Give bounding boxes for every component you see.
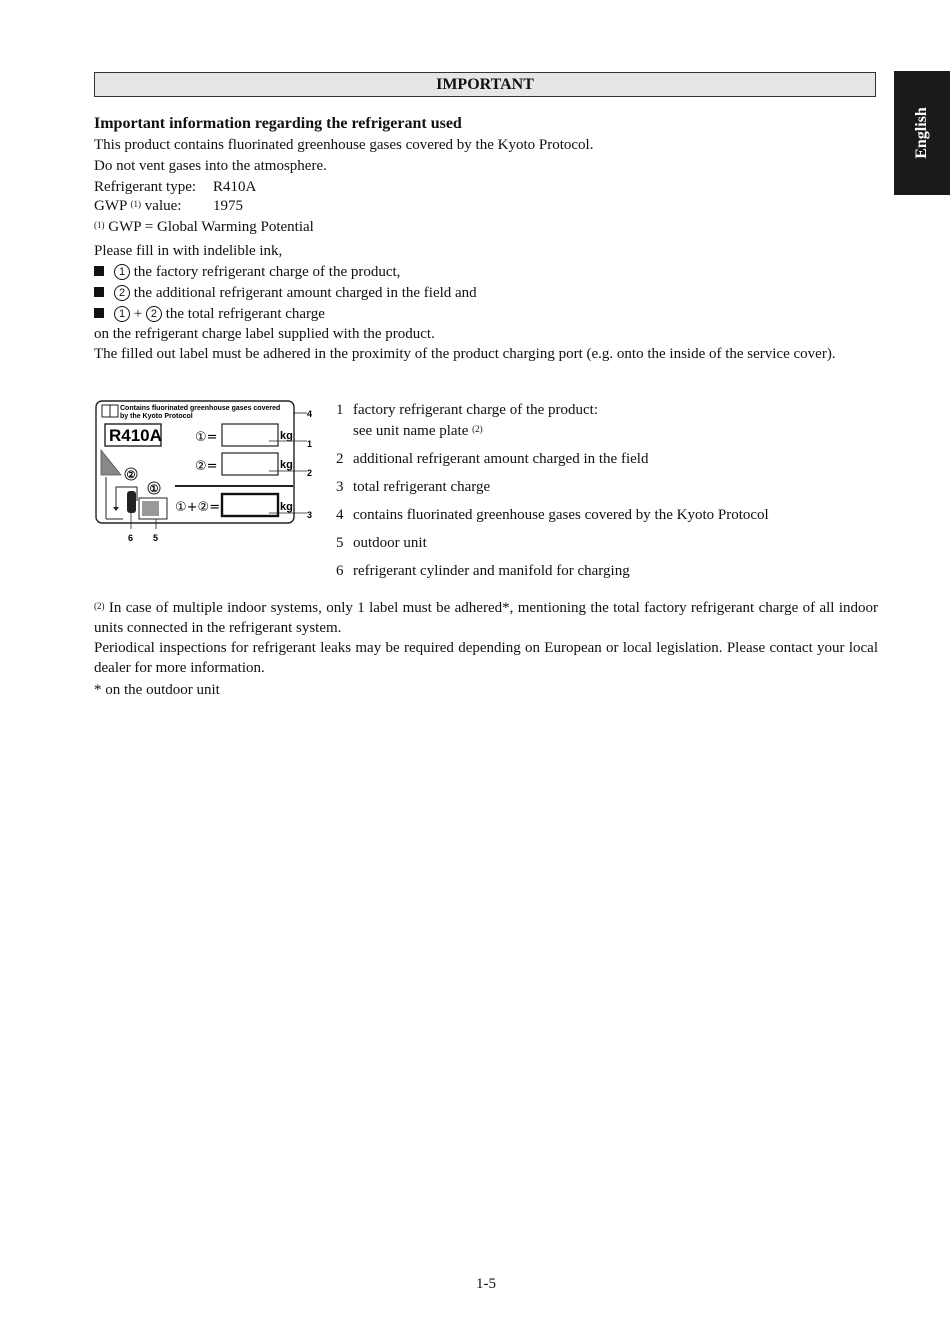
gwp-footnote xyxy=(94,218,314,236)
refrigerant-type-label: Refrigerant type: xyxy=(94,179,197,195)
asterisk-note: * on the outdoor unit xyxy=(94,682,220,698)
important-banner: IMPORTANT xyxy=(94,72,876,97)
periodical-inspections-note: Periodical inspections for refrigerant leaks may be required depending on European or local legislation. Please contact your local dealer for more information. xyxy=(94,640,878,676)
legend-5-number: 5 xyxy=(336,535,344,551)
page-number: 1-5 xyxy=(476,1276,496,1292)
label-circle-1-text: ① xyxy=(149,484,159,495)
footnote-2-text: In case of multiple indoor systems, only 1 label must be adhered*, mentioning the total factory refrigerant charge of all indoor units connected in the refrigerant system. xyxy=(94,600,878,636)
fill-in-intro: Please fill in with indelible ink, xyxy=(94,243,283,259)
label-row-2-unit: kg xyxy=(280,459,293,471)
fill-in-item-3 xyxy=(94,305,325,323)
callout-6: 6 xyxy=(128,533,134,543)
callout-1: 1 xyxy=(307,439,313,449)
intro-line-1: This product contains fluorinated greenhouse gases covered by the Kyoto Protocol. xyxy=(94,137,594,153)
gwp-footnote-ref: (1) xyxy=(130,199,142,209)
circled-2-icon: 2 xyxy=(114,285,130,301)
gwp-label: GWP xyxy=(94,198,127,214)
circled-1-icon: 1 xyxy=(114,264,130,280)
fill-in-item-1-text: the factory refrigerant charge of the product, xyxy=(133,264,401,280)
legend-6-number: 6 xyxy=(336,563,344,579)
legend-1-sub xyxy=(353,422,483,440)
footnote-2 xyxy=(94,598,878,638)
plus-sign: + xyxy=(133,306,143,322)
bullet-square-icon xyxy=(94,308,104,318)
fill-in-item-3-text: the total refrigerant charge xyxy=(165,306,325,322)
label-row-3-text: ①+②= xyxy=(175,500,221,515)
circled-1-icon: 1 xyxy=(114,306,130,322)
label-header-line-1: Contains fluorinated greenhouse gases covered xyxy=(120,405,281,412)
label-row-2-text: ②= xyxy=(195,459,218,474)
refrigerant-type-row xyxy=(94,178,257,196)
refrigerant-type-value: R410A xyxy=(213,179,257,195)
legend-6-text: refrigerant cylinder and manifold for charging xyxy=(353,563,630,579)
label-header-line-2: by the Kyoto Protocol xyxy=(120,413,193,420)
intro-line-2: Do not vent gases into the atmosphere. xyxy=(94,158,327,174)
footnote-2-marker: (2) xyxy=(94,601,105,611)
manual-book-icon xyxy=(102,405,118,417)
gwp-footnote-marker: (1) xyxy=(94,220,105,230)
section-title: Important information regarding the refrigerant used xyxy=(94,115,462,132)
legend-1-sub-text: see unit name plate xyxy=(353,423,469,439)
label-row-2-box xyxy=(222,453,278,475)
gwp-row xyxy=(94,197,243,215)
fill-in-item-1 xyxy=(94,263,400,281)
bullet-square-icon xyxy=(94,287,104,297)
refrigerant-charge-label-diagram xyxy=(93,397,323,547)
legend-4-number: 4 xyxy=(336,507,344,523)
label-circle-2-text: ② xyxy=(126,470,136,481)
legend-4-text: contains fluorinated greenhouse gases covered by the Kyoto Protocol xyxy=(353,507,769,523)
callout-5: 5 xyxy=(153,533,159,543)
label-row-1-box xyxy=(222,424,278,446)
legend-3-number: 3 xyxy=(336,479,344,495)
legend-1-number: 1 xyxy=(336,402,344,418)
fill-in-after-2: The filled out label must be adhered in the proximity of the product charging port (e.g. onto the inside of the service cover). xyxy=(94,346,836,362)
bullet-square-icon xyxy=(94,266,104,276)
callout-2: 2 xyxy=(307,468,313,478)
gwp-value: 1975 xyxy=(213,198,243,214)
fill-in-after-1: on the refrigerant charge label supplied with the product. xyxy=(94,326,435,342)
label-row-1-unit: kg xyxy=(280,430,293,442)
callout-4: 4 xyxy=(307,409,313,419)
legend-1-text: factory refrigerant charge of the product: xyxy=(353,402,599,418)
legend-2-number: 2 xyxy=(336,451,344,467)
legend-5-text: outdoor unit xyxy=(353,535,427,551)
gwp-footnote-text: GWP = Global Warming Potential xyxy=(108,219,314,235)
legend-1-sub-footnote-ref: (2) xyxy=(472,424,483,434)
circled-2-icon: 2 xyxy=(146,306,162,322)
label-row-3-unit: kg xyxy=(280,501,293,513)
refrigerant-cylinder-icon xyxy=(127,491,136,513)
legend-2-text: additional refrigerant amount charged in the field xyxy=(353,451,649,467)
fill-in-item-2 xyxy=(94,284,477,302)
language-tab xyxy=(894,71,950,195)
callout-3: 3 xyxy=(307,510,313,520)
label-refrigerant-name: R410A xyxy=(109,426,162,445)
label-row-1-text: ①= xyxy=(195,430,218,445)
fill-in-item-2-text: the additional refrigerant amount charged in the field and xyxy=(133,285,477,301)
legend-3-text: total refrigerant charge xyxy=(353,479,491,495)
gwp-label-value-word: value: xyxy=(144,198,182,214)
language-tab-label: English xyxy=(913,107,930,159)
outdoor-unit-icon xyxy=(142,501,159,516)
